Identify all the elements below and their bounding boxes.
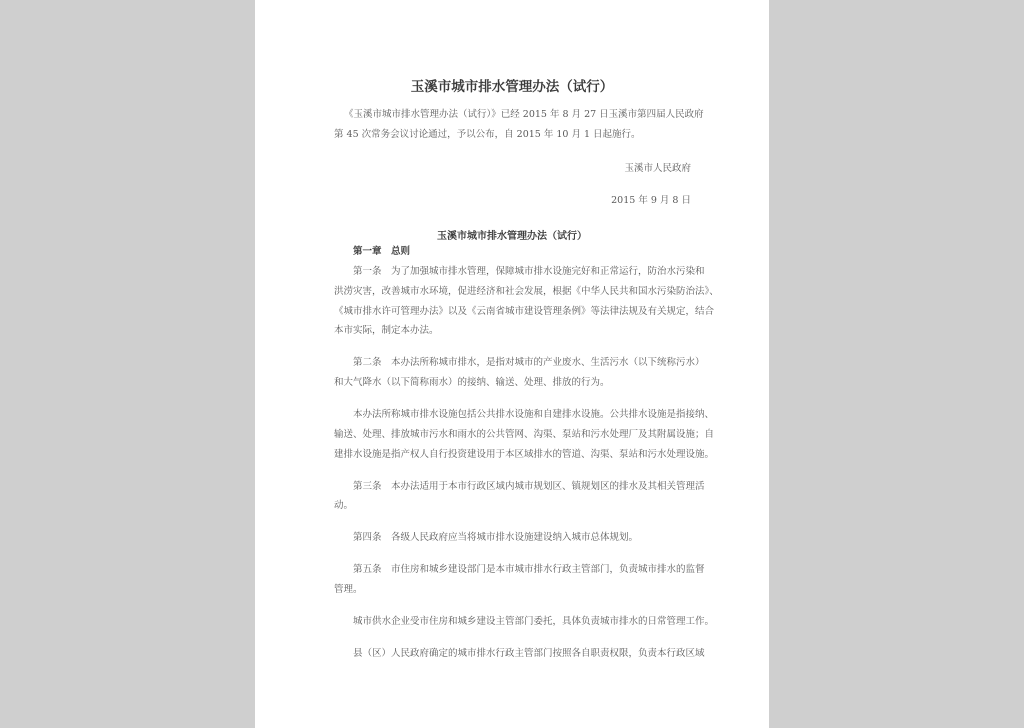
intro-line: 《玉溪市城市排水管理办法（试行）》已经 2015 年 8 月 27 日玉溪市第四届人民政府 bbox=[344, 109, 704, 120]
article-line: 第五条 市住房和城乡建设部门是本市城市排水行政主管部门，负责城市排水的监督 bbox=[353, 564, 705, 575]
article-line: 动。 bbox=[334, 500, 354, 511]
issuer: 玉溪市人民政府 bbox=[624, 163, 691, 174]
article-line: 第二条 本办法所称城市排水，是指对城市的产业废水、生活污水（以下统称污水） bbox=[353, 357, 705, 368]
article-line: 城市供水企业受市住房和城乡建设主管部门委托，具体负责城市排水的日常管理工作。 bbox=[353, 616, 715, 627]
article-line: 本市实际，制定本办法。 bbox=[334, 325, 439, 336]
article-line: 《城市排水许可管理办法》以及《云南省城市建设管理条例》等法律法规及有关规定，结合 bbox=[334, 306, 715, 317]
article-line: 洪涝灾害，改善城市水环境，促进经济和社会发展，根据《中华人民共和国水污染防治法》、 bbox=[334, 286, 719, 297]
article-line: 本办法所称城市排水设施包括公共排水设施和自建排水设施。公共排水设施是指接纳、 bbox=[353, 409, 715, 420]
section-subtitle: 玉溪市城市排水管理办法（试行） bbox=[437, 231, 587, 242]
article-line: 建排水设施是指产权人自行投资建设用于本区域排水的管道、沟渠、泵站和污水处理设施。 bbox=[334, 449, 715, 460]
article-line: 管理。 bbox=[334, 584, 363, 595]
article-line: 第一条 为了加强城市排水管理，保障城市排水设施完好和正常运行，防治水污染和 bbox=[353, 266, 705, 277]
article-line: 县（区）人民政府确定的城市排水行政主管部门按照各自职责权限，负责本行政区域 bbox=[353, 648, 705, 659]
issue-date: 2015 年 9 月 8 日 bbox=[611, 195, 691, 206]
intro-line: 第 45 次常务会议讨论通过，予以公布，自 2015 年 10 月 1 日起施行。 bbox=[334, 129, 641, 140]
document-title: 玉溪市城市排水管理办法（试行） bbox=[410, 79, 614, 95]
article-line: 第四条 各级人民政府应当将城市排水设施建设纳入城市总体规划。 bbox=[353, 532, 639, 543]
article-line: 第三条 本办法适用于本市行政区域内城市规划区、镇规划区的排水及其相关管理活 bbox=[353, 481, 705, 492]
article-line: 输送、处理、排放城市污水和雨水的公共管网、沟渠、泵站和污水处理厂及其附属设施；自 bbox=[334, 429, 715, 440]
article-line: 和大气降水（以下简称雨水）的接纳、输送、处理、排放的行为。 bbox=[334, 377, 610, 388]
chapter-heading: 第一章 总则 bbox=[353, 246, 411, 257]
document-page bbox=[255, 0, 769, 728]
